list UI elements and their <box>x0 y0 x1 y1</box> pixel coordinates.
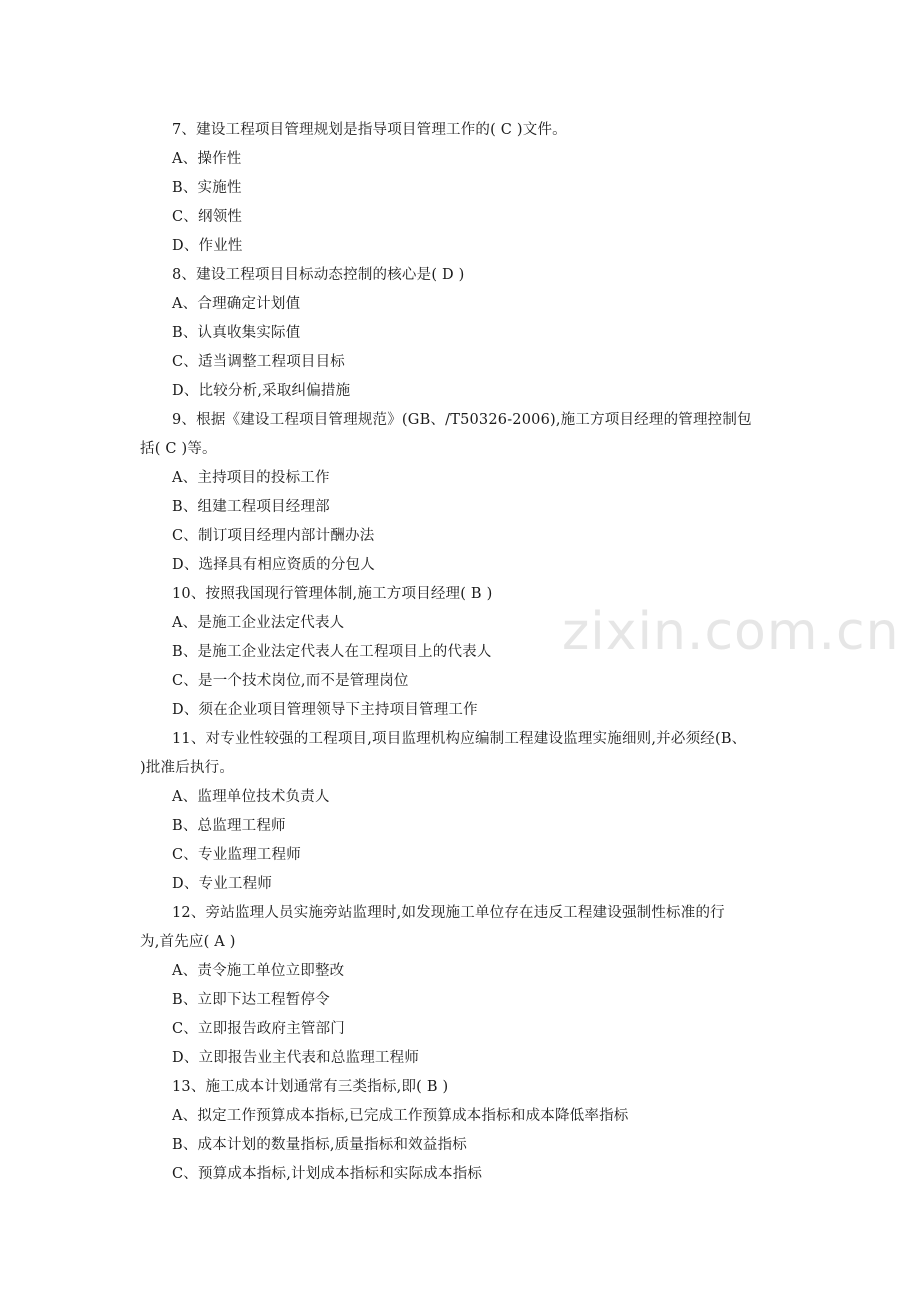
answer-option: C、立即报告政府主管部门 <box>172 1021 345 1037</box>
answer-option: A、拟定工作预算成本指标,已完成工作预算成本指标和成本降低率指标 <box>172 1108 629 1124</box>
answer-option: B、成本计划的数量指标,质量指标和效益指标 <box>172 1137 467 1153</box>
answer-option: C、制订项目经理内部计酬办法 <box>172 528 375 544</box>
answer-option: A、合理确定计划值 <box>172 296 301 312</box>
answer-option: C、纲领性 <box>172 209 243 225</box>
question-line: 10、按照我国现行管理体制,施工方项目经理( B ) <box>172 586 493 602</box>
answer-option: A、主持项目的投标工作 <box>172 470 330 486</box>
question-line: 9、根据《建设工程项目管理规范》(GB、/T50326-2006),施工方项目经理的管理控制包 <box>172 412 752 428</box>
question-line: 13、施工成本计划通常有三类指标,即( B ) <box>172 1079 449 1095</box>
question-continuation: 括( C )等。 <box>140 441 217 457</box>
answer-option: D、选择具有相应资质的分包人 <box>172 557 375 573</box>
answer-option: B、总监理工程师 <box>172 818 286 834</box>
answer-option: D、作业性 <box>172 238 243 254</box>
question-list <box>140 116 790 1189</box>
answer-option: B、组建工程项目经理部 <box>172 499 330 515</box>
question-line: 8、建设工程项目目标动态控制的核心是( D ) <box>172 267 465 283</box>
question-line: 11、对专业性较强的工程项目,项目监理机构应编制工程建设监理实施细则,并必须经(B、 <box>172 731 747 747</box>
answer-option: A、是施工企业法定代表人 <box>172 615 345 631</box>
answer-option: B、认真收集实际值 <box>172 325 301 341</box>
question-continuation: )批准后执行。 <box>140 760 235 776</box>
answer-option: C、专业监理工程师 <box>172 847 301 863</box>
question-line: 12、旁站监理人员实施旁站监理时,如发现施工单位存在违反工程建设强制性标准的行 <box>172 905 725 921</box>
question-line: 7、建设工程项目管理规划是指导项目管理工作的( C )文件。 <box>172 122 567 138</box>
answer-option: A、操作性 <box>172 151 242 167</box>
answer-option: A、责令施工单位立即整改 <box>172 963 345 979</box>
answer-option: C、适当调整工程项目目标 <box>172 354 345 370</box>
answer-option: B、实施性 <box>172 180 242 196</box>
answer-option: D、比较分析,采取纠偏措施 <box>172 383 351 399</box>
answer-option: D、须在企业项目管理领导下主持项目管理工作 <box>172 702 478 718</box>
answer-option: D、立即报告业主代表和总监理工程师 <box>172 1050 420 1066</box>
answer-option: D、专业工程师 <box>172 876 273 892</box>
answer-option: A、监理单位技术负责人 <box>172 789 330 805</box>
question-continuation: 为,首先应( A ) <box>140 934 236 950</box>
answer-option: B、立即下达工程暂停令 <box>172 992 330 1008</box>
watermark-text: zixin.com.cn <box>562 602 900 662</box>
answer-option: C、是一个技术岗位,而不是管理岗位 <box>172 673 409 689</box>
answer-option: B、是施工企业法定代表人在工程项目上的代表人 <box>172 644 492 660</box>
answer-option: C、预算成本指标,计划成本指标和实际成本指标 <box>172 1166 483 1182</box>
